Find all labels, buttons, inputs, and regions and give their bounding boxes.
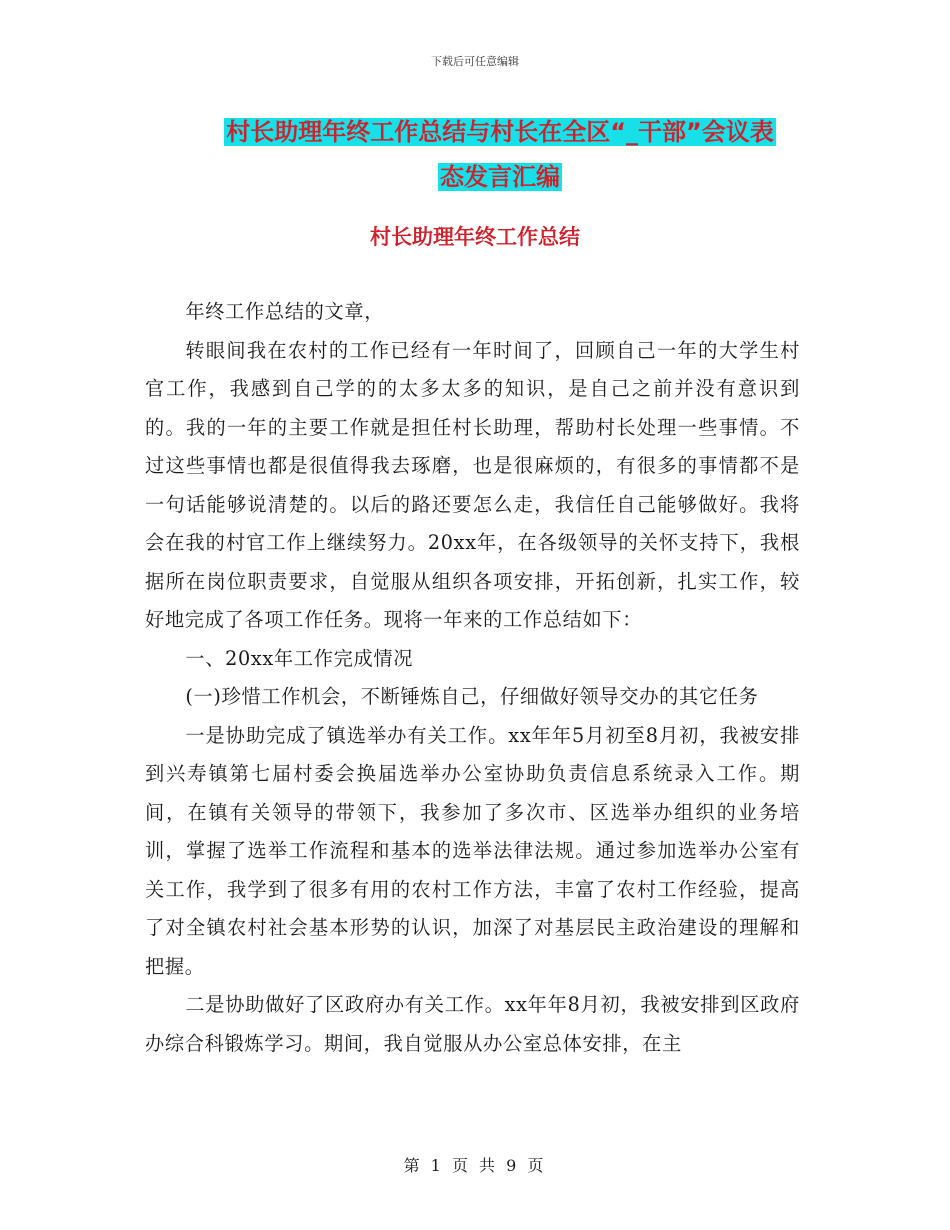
document-title: [140, 110, 860, 200]
paragraph: 一是协助完成了镇选举办有关工作。xx年年5月初至8月初，我被安排到兴寿镇第七届村委会换届选举办公室协助负责信息系统录入工作。期间，在镇有关领导的带领下，我参加了多次市、区选举办组织的业务培训，掌握了选举工作流程和基本的选举法律法规。通过参加选举办公室有关工作，我学到了很多有用的农村工作方法，丰富了农村工作经验，提高了对全镇农村社会基本形势的认识，加深了对基层民主政治建设的理解和把握。: [145, 723, 800, 978]
document-title-line-2: 态发言汇编: [440, 163, 560, 191]
document-title-line-1: 村长助理年终工作总结与村长在全区“_干部”会议表: [226, 118, 774, 146]
section-title: 村长助理年终工作总结: [370, 225, 580, 249]
header-note: 下载后可任意编辑: [431, 55, 519, 68]
paragraph: 一、20xx年工作完成情况: [185, 646, 414, 670]
paragraph: (一)珍惜工作机会，不断锤炼自己，仔细做好领导交办的其它任务: [185, 685, 759, 708]
paragraph: 转眼间我在农村的工作已经有一年时间了，回顾自己一年的大学生村官工作，我感到自己学的的太多太多的知识，是自己之前并没有意识到的。我的一年的主要工作就是担任村长助理，帮助村长处理一些事情。不过这些事情也都是很值得我去琢磨，也是很麻烦的，有很多的事情都不是一句话能够说清楚的。以后的路还要怎么走，我信任自己能够做好。我将会在我的村官工作上继续努力。20xx年，在各级领导的关怀支持下，我根据所在岗位职责要求，自觉服从组织各项安排，开拓创新，扎实工作，较好地完成了各项工作任务。现将一年来的工作总结如下：: [145, 338, 800, 631]
page-number: 第 1 页 共 9 页: [403, 1156, 547, 1175]
paragraph: 年终工作总结的文章，: [185, 300, 385, 323]
paragraph: 二是协助做好了区政府办有关工作。xx年年8月初，我被安排到区政府办综合科锻炼学习。期间，我自觉服从办公室总体安排，在主: [145, 993, 800, 1055]
document-body: [145, 293, 800, 1063]
